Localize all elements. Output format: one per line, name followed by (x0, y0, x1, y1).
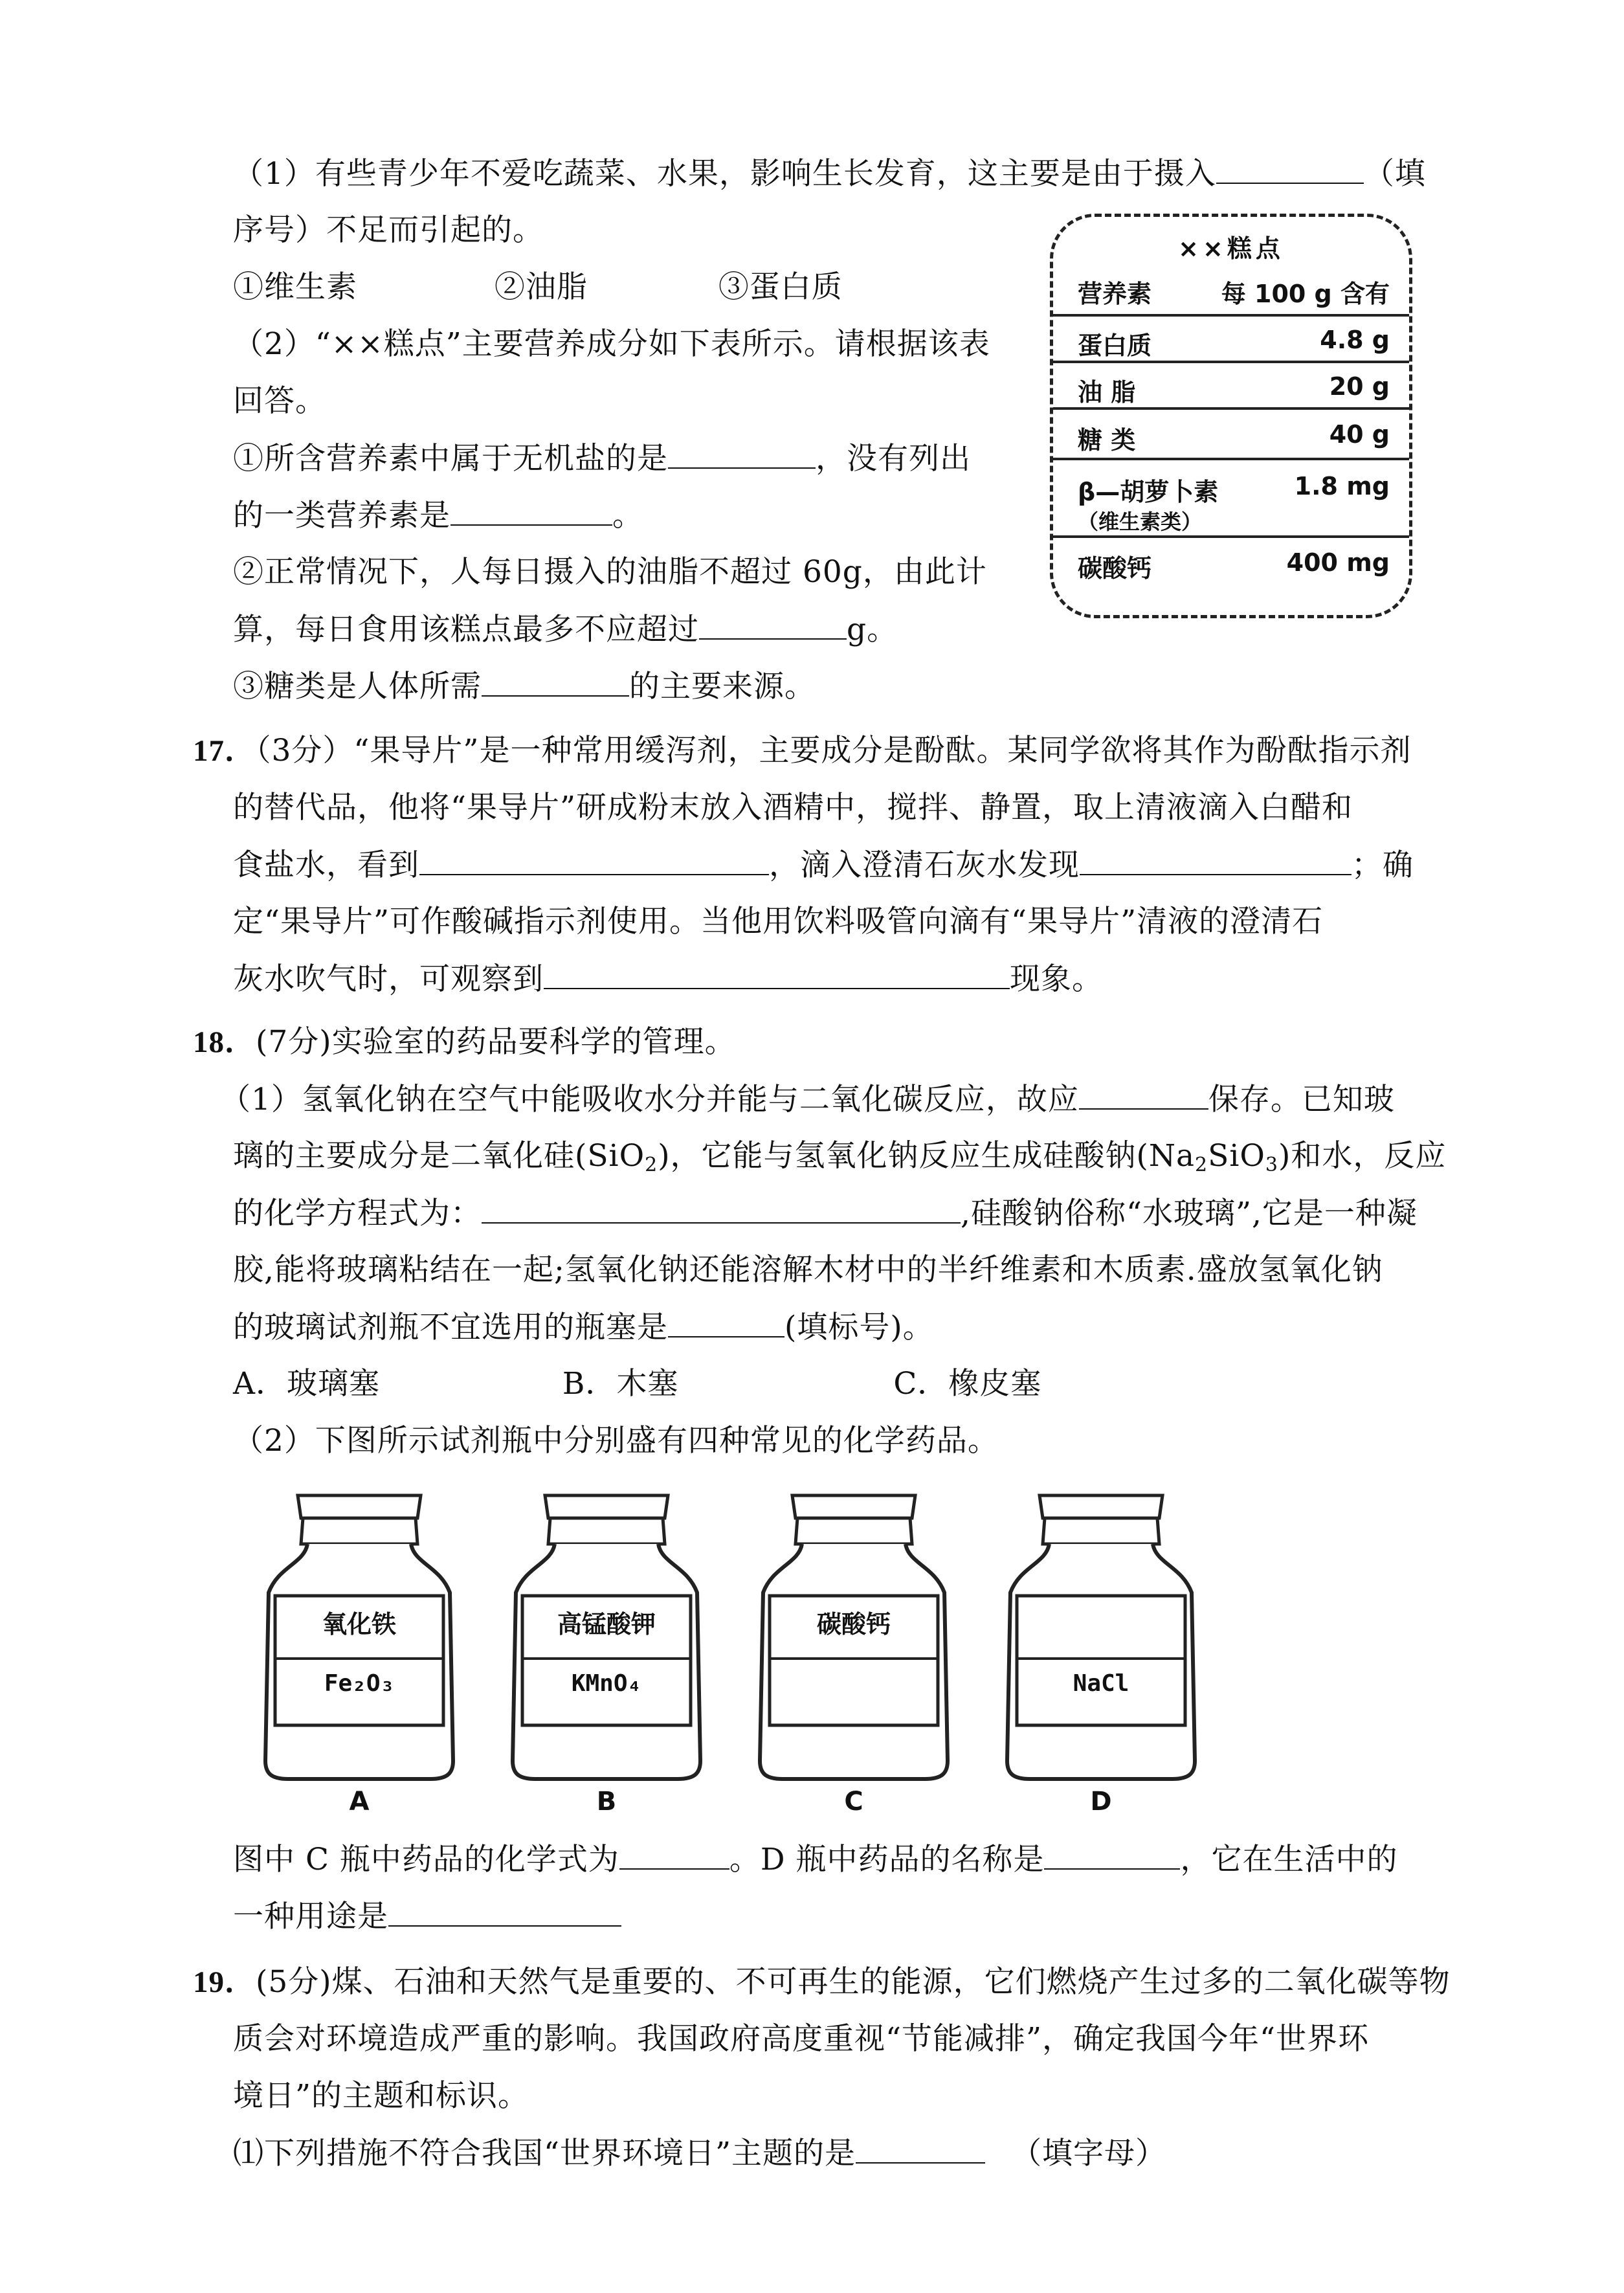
bottle-c (747, 1489, 961, 1826)
q17-line5: 灰水吹气时，可观察到 现象。 (233, 959, 1103, 999)
bottle-b-letter: B (596, 1787, 617, 1817)
q18-p1-line3: 的化学方程式为： ,硅酸钠俗称“水玻璃”,它是一种凝 (233, 1194, 1418, 1233)
answer-blank[interactable] (668, 439, 816, 469)
bottle-a-letter: A (349, 1787, 370, 1817)
option-b: B．木塞 (562, 1366, 679, 1402)
nutrition-row: β—胡萝卜素 1.8 mg （维生素类） (1053, 458, 1409, 538)
q18-p1-line1: （1）氢氧化钠在空气中能吸收水分并能与二氧化碳反应，故应 保存。已知玻 (220, 1080, 1395, 1119)
nutrition-label (1050, 214, 1412, 618)
q19-line4: ⑴下列措施不符合我国“世界环境日”主题的是 （填字母） (233, 2134, 1166, 2173)
answer-blank[interactable] (482, 667, 629, 697)
q16-part2-line1: （2）“××糕点”主要营养成分如下表所示。请根据该表 (233, 326, 990, 362)
answer-blank[interactable] (419, 845, 769, 875)
bottle-a-formula: Fe₂O₃ (324, 1670, 395, 1697)
q18-options (233, 1365, 1041, 1404)
q17-line4: 定“果导片”可作酸碱指示剂使用。当他用饮料吸管向滴有“果导片”清液的澄清石 (233, 904, 1324, 939)
option-a: A．玻璃塞 (233, 1366, 380, 1402)
q16-options (233, 268, 843, 307)
answer-blank[interactable] (699, 610, 847, 640)
option-1: ①维生素 (233, 269, 357, 305)
bottle-d (994, 1489, 1208, 1826)
q18-p1-line4: 胶,能将玻璃粘结在一起;氢氧化钠还能溶解木材中的半纤维素和木质素.盛放氢氧化钠 (233, 1252, 1383, 1288)
q19-line1: 19．(5分)煤、石油和天然气是重要的、不可再生的能源，它们燃烧产生过多的二氧化碳等物 (193, 1964, 1451, 2000)
question-number: 19． (193, 1965, 256, 1999)
nutrition-row: 蛋白质 4.8 g (1053, 314, 1409, 363)
option-c: C．橡皮塞 (893, 1366, 1042, 1402)
question-number: 17． (193, 734, 256, 768)
q18-p1-line2: 璃的主要成分是二氧化硅(SiO$_2$)，它能与氢氧化钠反应生成硅酸钠$(Na_2SiO_3)$和水，反应 (233, 1138, 1447, 1176)
q16-part1-line1: （1）有些青少年不爱吃蔬菜、水果，影响生长发育，这主要是由于摄入 （填 (233, 154, 1426, 194)
q16-sub2-line2: 算，每日食用该糕点最多不应超过 g。 (233, 610, 898, 649)
nutrition-row: 糖 类 40 g (1053, 407, 1409, 460)
nutrition-title: ××糕点 (1178, 234, 1284, 263)
nutrition-header: 营养素 每 100 g 含有 (1078, 280, 1390, 308)
q18-head: 18．(7分)实验室的药品要科学的管理。 (193, 1024, 736, 1060)
q18-p2-question-line1: 图中 C 瓶中药品的化学式为 。D 瓶中药品的名称是 ，它在生活中的 (233, 1840, 1397, 1879)
answer-blank[interactable] (388, 1897, 621, 1927)
q17-line1: 17．（3分）“果导片”是一种常用缓泻剂，主要成分是酚酞。某同学欲将其作为酚酞指示剂 (193, 733, 1412, 768)
answer-blank[interactable] (482, 1194, 961, 1224)
option-2: ②油脂 (494, 269, 588, 305)
answer-blank[interactable] (668, 1308, 784, 1337)
bottle-c-name: 碳酸钙 (816, 1610, 891, 1639)
q16-sub1-line1: ①所含营养素中属于无机盐的是 ，没有列出 (233, 439, 971, 478)
bottle-b (500, 1489, 713, 1826)
bottle-d-outline (994, 1489, 1208, 1787)
bottle-d-formula: NaCl (1073, 1670, 1129, 1697)
answer-blank[interactable] (856, 2134, 985, 2164)
q18-p2-question-line2: 一种用途是 (233, 1897, 621, 1936)
answer-blank[interactable] (450, 496, 612, 526)
bottle-d-letter: D (1090, 1787, 1112, 1817)
q16-sub1-line2: 的一类营养素是 。 (233, 496, 643, 535)
reagent-bottles-figure (252, 1489, 1223, 1826)
question-number: 18． (193, 1025, 256, 1059)
answer-blank[interactable] (544, 959, 1010, 989)
answer-blank[interactable] (619, 1840, 729, 1870)
answer-blank[interactable] (1216, 154, 1364, 184)
answer-blank[interactable] (1044, 1840, 1180, 1870)
q19-line2: 质会对环境造成严重的影响。我国政府高度重视“节能减排”，确定我国今年“世界环 (233, 2021, 1370, 2057)
bottle-c-letter: C (844, 1787, 863, 1817)
q19-line3: 境日”的主题和标识。 (233, 2078, 529, 2114)
q16-sub3: ③糖类是人体所需 的主要来源。 (233, 667, 816, 706)
q16-sub2-line1: ②正常情况下，人每日摄入的油脂不超过 60g，由此计 (233, 554, 987, 590)
q18-p2: （2）下图所示试剂瓶中分别盛有四种常见的化学药品。 (233, 1423, 999, 1459)
bottle-b-name: 高锰酸钾 (557, 1610, 656, 1639)
nutrition-row: 碳酸钙 400 mg (1053, 535, 1409, 590)
answer-blank[interactable] (1080, 845, 1351, 875)
answer-blank[interactable] (1079, 1080, 1208, 1110)
nutrition-row: 油 脂 20 g (1053, 361, 1409, 410)
q17-line2: 的替代品，他将“果导片”研成粉末放入酒精中，搅拌、静置，取上清液滴入白醋和 (233, 790, 1353, 825)
q17-line3: 食盐水，看到 ，滴入澄清石灰水发现 ；确 (233, 845, 1414, 885)
bottle-a (252, 1489, 466, 1826)
option-3: ③蛋白质 (718, 269, 843, 305)
bottle-b-formula: KMnO₄ (571, 1670, 642, 1697)
q16-part1-line2: 序号）不足而引起的。 (233, 212, 544, 248)
q16-part2-line2: 回答。 (233, 383, 326, 419)
bottle-a-name: 氧化铁 (322, 1610, 396, 1639)
q18-p1-line5: 的玻璃试剂瓶不宜选用的瓶塞是 (填标号)。 (233, 1308, 934, 1347)
